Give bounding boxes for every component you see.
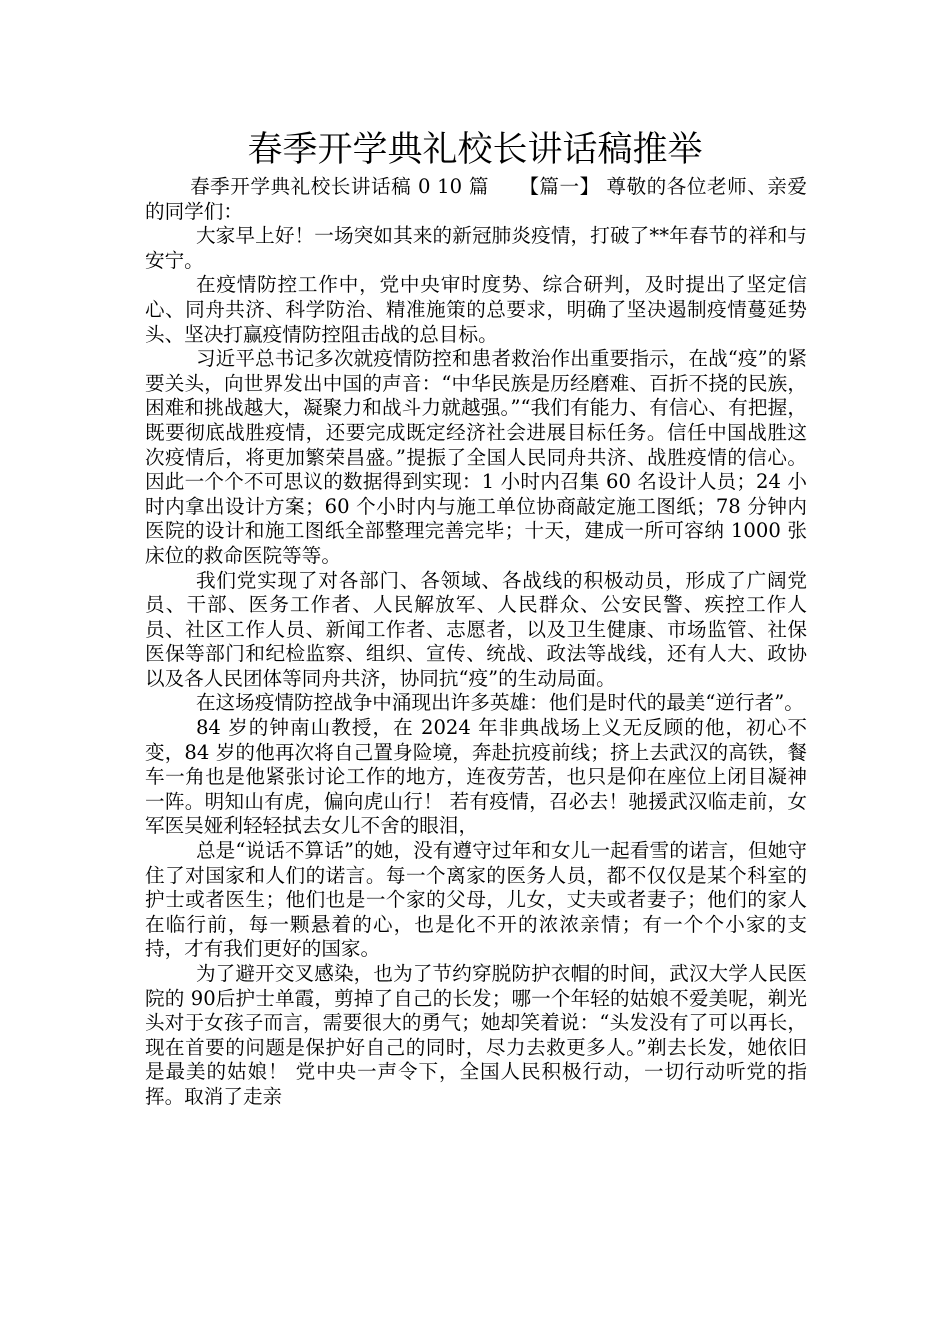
document-title: 春季开学典礼校长讲话稿推举	[247, 130, 703, 170]
paragraph: 在这场疫情防控战争中涌现出许多英雄：他们是时代的最美“逆行者”。	[195, 691, 804, 715]
paragraph: 大家早上好！一场突如其来的新冠肺炎疫情，打破了**年春节的祥和与安宁。	[145, 224, 807, 272]
paragraph: 84 岁的钟南山教授，在 2024 年非典战场上义无反顾的他，初心不变，84 岁的他再次将自己置身险境，奔赴抗疫前线；挤上去武汉的高铁，餐车一角也是他紧张讨论工作的地方，连夜劳苦，也只是仰在座位上闭目凝神一阵。明知山有虎，偏向虎山行！ 若有疫情，召必去！驰援武汉临走前，女军医吴娅利轻轻拭去女儿不舍的眼泪，	[145, 716, 807, 838]
paragraph: 春季开学典礼校长讲话稿 0 10 篇 【篇一】 尊敬的各位老师、亲爱的同学们：	[145, 175, 807, 223]
paragraph: 习近平总书记多次就疫情防控和患者救治作出重要指示，在战“疫”的紧要关头，向世界发出中国的声音：“中华民族是历经磨难、百折不挠的民族，困难和挑战越大，凝聚力和战斗力就越强。”“我们有能力、有信心、有把握，既要彻底战胜疫情，还要完成既定经济社会进展目标任务。信任中国战胜这次疫情后，将更加繁荣昌盛。”提振了全国人民同舟共济、战胜疫情的信心。因此一个个不可思议的数据得到实现：1 小时内召集 60 名设计人员；24 小时内拿出设计方案；60 个小时内与施工单位协商敲定施工图纸；78 分钟内医院的设计和施工图纸全部整理完善完毕；十天，建成一所可容纳 1000 张床位的救命医院等等。	[145, 347, 807, 567]
document-body	[145, 175, 807, 1110]
paragraph: 在疫情防控工作中，党中央审时度势、综合研判，及时提出了坚定信心、同舟共济、科学防治、精准施策的总要求，明确了坚决遏制疫情蔓延势头、坚决打赢疫情防控阻击战的总目标。	[145, 273, 807, 346]
paragraph: 为了避开交叉感染，也为了节约穿脱防护衣帽的时间，武汉大学人民医院的 90后护士单霞，剪掉了自己的长发；哪一个年轻的姑娘不爱美呢，剃光头对于女孩子而言，需要很大的勇气；她却笑着说：“头发没有了可以再长，现在首要的问题是保护好自己的同时，尽力去救更多人。”剃去长发，她依旧是最美的姑娘！ 党中央一声令下，全国人民积极行动，一切行动听党的指挥。取消了走亲	[145, 962, 807, 1108]
paragraph: 总是“说话不算话”的她，没有遵守过年和女儿一起看雪的诺言，但她守住了对国家和人们的诺言。每一个离家的医务人员，都不仅仅是某个科室的护士或者医生；他们也是一个家的父母，儿女，丈夫或者妻子；他们的家人在临行前，每一颗悬着的心，也是化不开的浓浓亲情；有一个个小家的支持，才有我们更好的国家。	[145, 839, 807, 961]
paragraph: 我们党实现了对各部门、各领域、各战线的积极动员，形成了广阔党员、干部、医务工作者、人民解放军、人民群众、公安民警、疾控工作人员、社区工作人员、新闻工作者、志愿者，以及卫生健康、市场监管、社保医保等部门和纪检监察、组织、宣传、统战、政法等战线，还有人大、政协以及各人民团体等同舟共济，协同抗“疫”的生动局面。	[145, 568, 807, 690]
